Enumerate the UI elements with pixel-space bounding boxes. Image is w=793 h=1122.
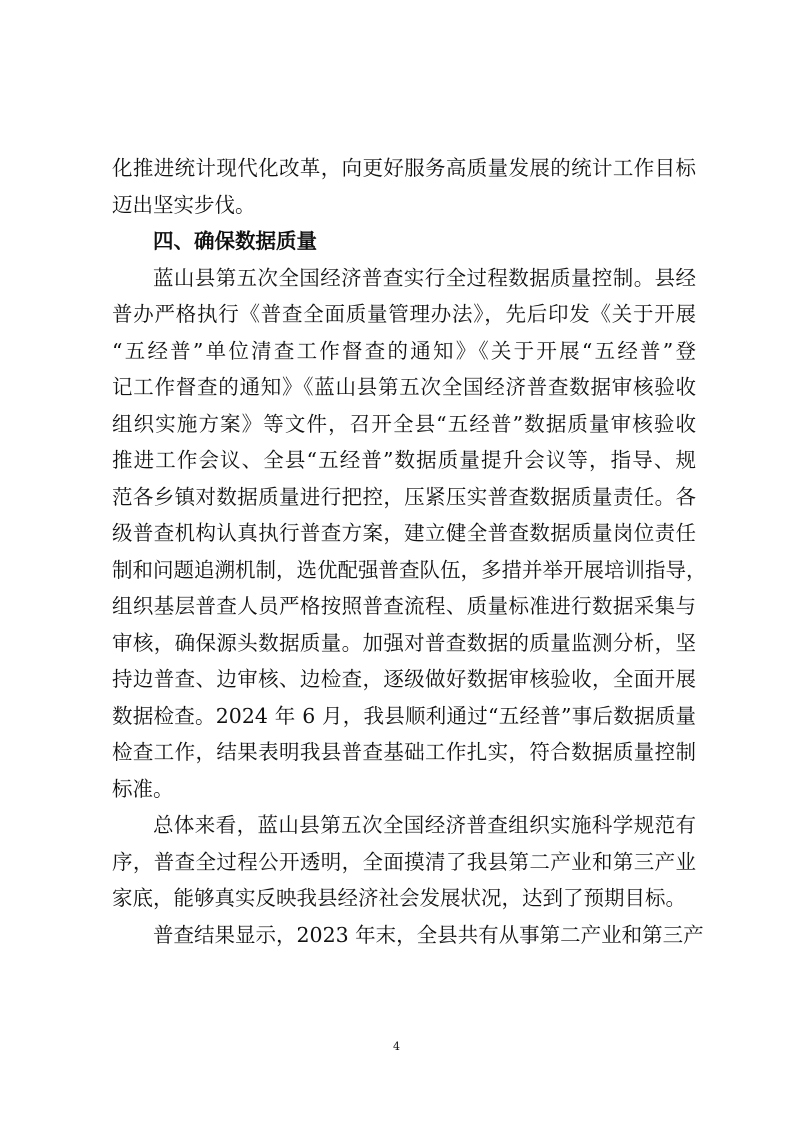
heading-text: 四、确保数据质量: [153, 229, 317, 253]
text-line: 持边普查、边审核、边检查，逐级做好数据审核验收，全面开展: [112, 667, 696, 691]
section-heading: [112, 223, 696, 260]
text-line: 范各乡镇对数据质量进行把控，压紧压实普查数据质量责任。各: [112, 484, 696, 509]
text-line: 普查结果显示，2023 年末，全县共有从事第二产业和第三产: [153, 922, 704, 947]
text-line: 数据检查。2024 年 6 月，我县顺利通过“五经普”事后数据质量: [112, 703, 696, 728]
text-line: 普办严格执行《普查全面质量管理办法》，先后印发《关于开展: [112, 302, 696, 326]
page-number: 4: [393, 1040, 400, 1053]
text-line: 家底，能够真实反映我县经济社会发展状况，达到了预期目标。: [112, 886, 686, 910]
text-line: “五经普”单位清查工作督查的通知》《关于开展“五经普”登: [112, 338, 696, 363]
text-line: 标准。: [112, 776, 174, 801]
text-line: 化推进统计现代化改革，向更好服务高质量发展的统计工作目标: [112, 156, 696, 180]
text-line: 组织实施方案》等文件，召开全县“五经普”数据质量审核验收: [112, 411, 696, 436]
text-line: 推进工作会议、全县“五经普”数据质量提升会议等，指导、规: [112, 448, 696, 472]
text-line: 组织基层普查人员严格按照普查流程、质量标准进行数据采集与: [112, 594, 696, 618]
text-line: 总体来看，蓝山县第五次全国经济普查组织实施科学规范有: [153, 813, 696, 837]
paragraph-summary: [112, 807, 696, 917]
text-line: 序，普查全过程公开透明，全面摸清了我县第二产业和第三产业: [112, 849, 696, 874]
text-line: 蓝山县第五次全国经济普查实行全过程数据质量控制。县经: [153, 265, 696, 290]
body-text: [112, 150, 707, 953]
text-line: 迈出坚实步伐。: [112, 192, 256, 217]
text-line: 制和问题追溯机制，选优配强普查队伍，多措并举开展培训指导，: [112, 557, 707, 582]
text-line: 审核，确保源头数据质量。加强对普查数据的质量监测分析，坚: [112, 630, 696, 655]
text-line: 检查工作，结果表明我县普查基础工作扎实，符合数据质量控制: [112, 740, 696, 764]
text-line: 记工作督查的通知》《蓝山县第五次全国经济普查数据审核验收: [112, 375, 696, 399]
paragraph-data-quality: [112, 260, 707, 808]
paragraph-results: [112, 917, 704, 954]
text-line: 级普查机构认真执行普查方案，建立健全普查数据质量岗位责任: [112, 521, 696, 545]
paragraph-continuation: [112, 150, 696, 223]
